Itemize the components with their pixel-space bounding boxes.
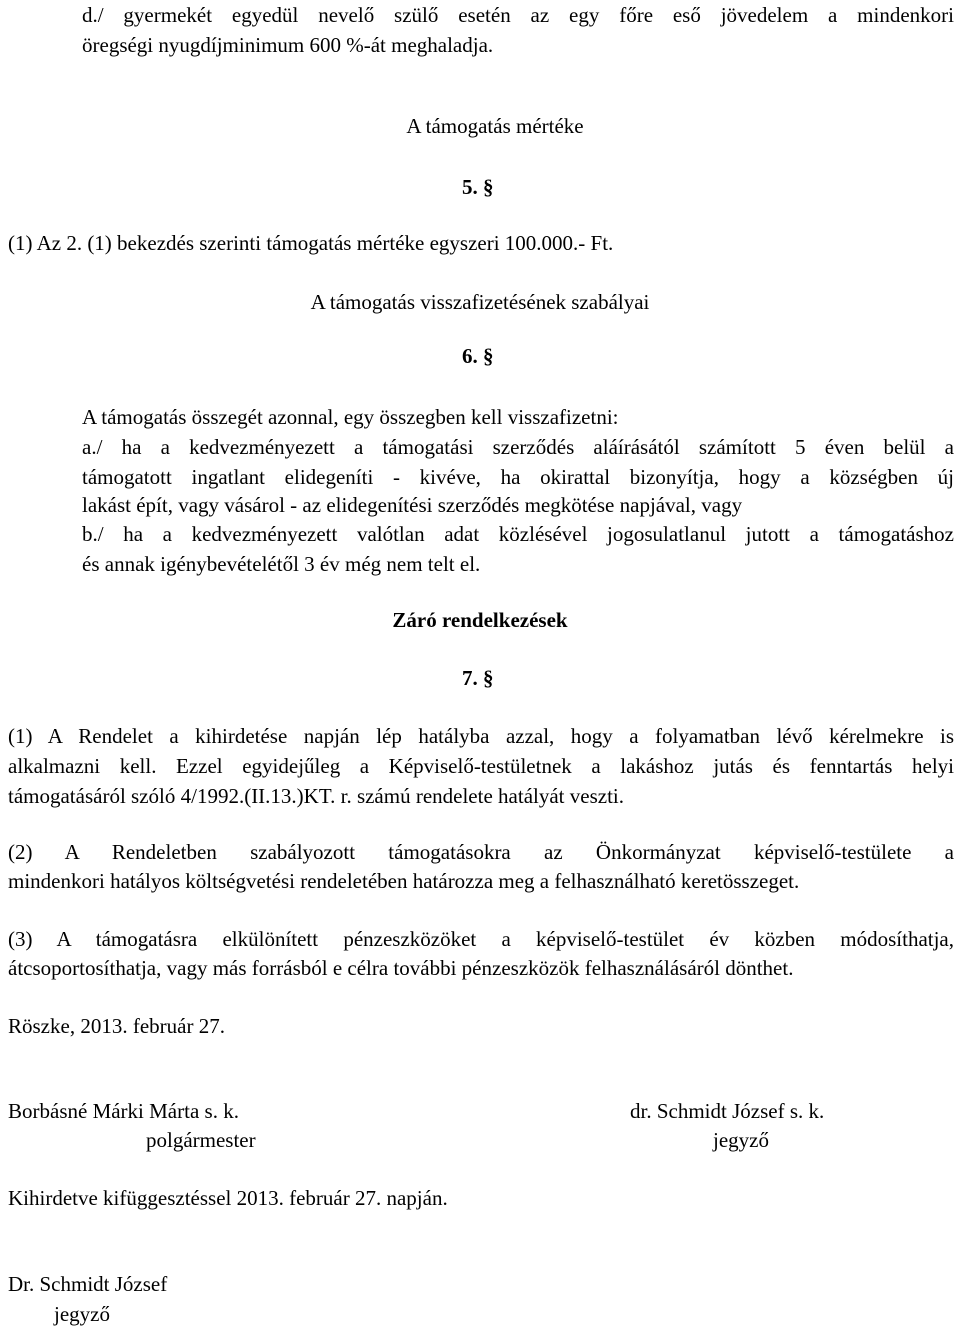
place-date: Röszke, 2013. február 27. [8,1014,225,1038]
section-5-text: (1) Az 2. (1) bekezdés szerinti támogatás mértéke egyszeri 100.000.- Ft. [8,231,614,255]
right-signature-title: jegyző [713,1128,769,1152]
section-6-heading: A támogatás visszafizetésének szabályai [310,290,650,314]
section-6-a-line-3: lakást épít, vagy vásárol - az elidegenítési szerződés megkötése napjával, vagy [82,493,743,517]
section-5-heading: A támogatás mértéke [406,114,584,138]
section-6-a-line-1: a./ ha a kedvezményezett a támogatási szerződés aláírásától számított 5 éven belül a [82,435,954,459]
left-signature-name: Borbásné Márki Márta s. k. [8,1099,239,1123]
section-7-p2-line-2: mindenkori hatályos költségvetési rendeletében határozza meg a felhasználható keretösszeget. [8,869,800,893]
section-7-p2-line-1: (2) A Rendeletben szabályozott támogatásokra az Önkormányzat képviselő-testülete a [8,840,954,864]
section-5-number: 5. § [462,175,494,199]
paragraph-sign-icon: § [483,666,494,690]
section-7-number: 7. § [462,666,494,690]
section-7-p3-line-2: átcsoportosíthatja, vagy más forrásból e célra további pénzeszközök felhasználásáról dönthet. [8,956,794,980]
section-7-p1-line-3: támogatásáról szóló 4/1992.(II.13.)KT. r. számú rendelete hatályát veszti. [8,784,624,808]
intro-line-1: d./ gyermekét egyedül nevelő szülő esetén az egy főre eső jövedelem a mindenkori [82,3,954,27]
section-6-b-line-1: b./ ha a kedvezményezett valótlan adat közlésével jogosulatlanul jutott a támogatáshoz [82,522,954,546]
left-signature-title: polgármester [146,1128,256,1152]
section-7-heading: Záró rendelkezések [392,608,568,632]
final-signature-name: Dr. Schmidt József [8,1272,168,1296]
section-6-a-line-2: támogatott ingatlant elidegeníti - kivéve, ha okirattal bizonyítja, hogy a községben új [82,465,954,489]
paragraph-sign-icon: § [483,344,494,368]
section-6-number: 6. § [462,344,494,368]
right-signature-name: dr. Schmidt József s. k. [630,1099,825,1123]
section-7-p1-line-1: (1) A Rendelet a kihirdetése napján lép hatályba azzal, hogy a folyamatban lévő kérelmekre is [8,724,954,748]
final-signature-title: jegyző [54,1302,110,1326]
section-6-b-line-2: és annak igénybevételétől 3 év még nem telt el. [82,552,481,576]
section-6-intro: A támogatás összegét azonnal, egy összegben kell visszafizetni: [82,405,619,429]
paragraph-sign-icon: § [483,175,494,199]
section-7-p1-line-2: alkalmazni kell. Ezzel egyidejűleg a Képviselő-testületnek a lakáshoz jutás és fenntartás helyi [8,754,954,778]
section-7-p3-line-1: (3) A támogatásra elkülönített pénzeszközöket a képviselő-testület év közben módosíthatja, [8,927,954,951]
intro-line-2: öregségi nyugdíjminimum 600 %-át meghaladja. [82,33,494,57]
announcement: Kihirdetve kifüggesztéssel 2013. február 27. napján. [8,1186,448,1210]
